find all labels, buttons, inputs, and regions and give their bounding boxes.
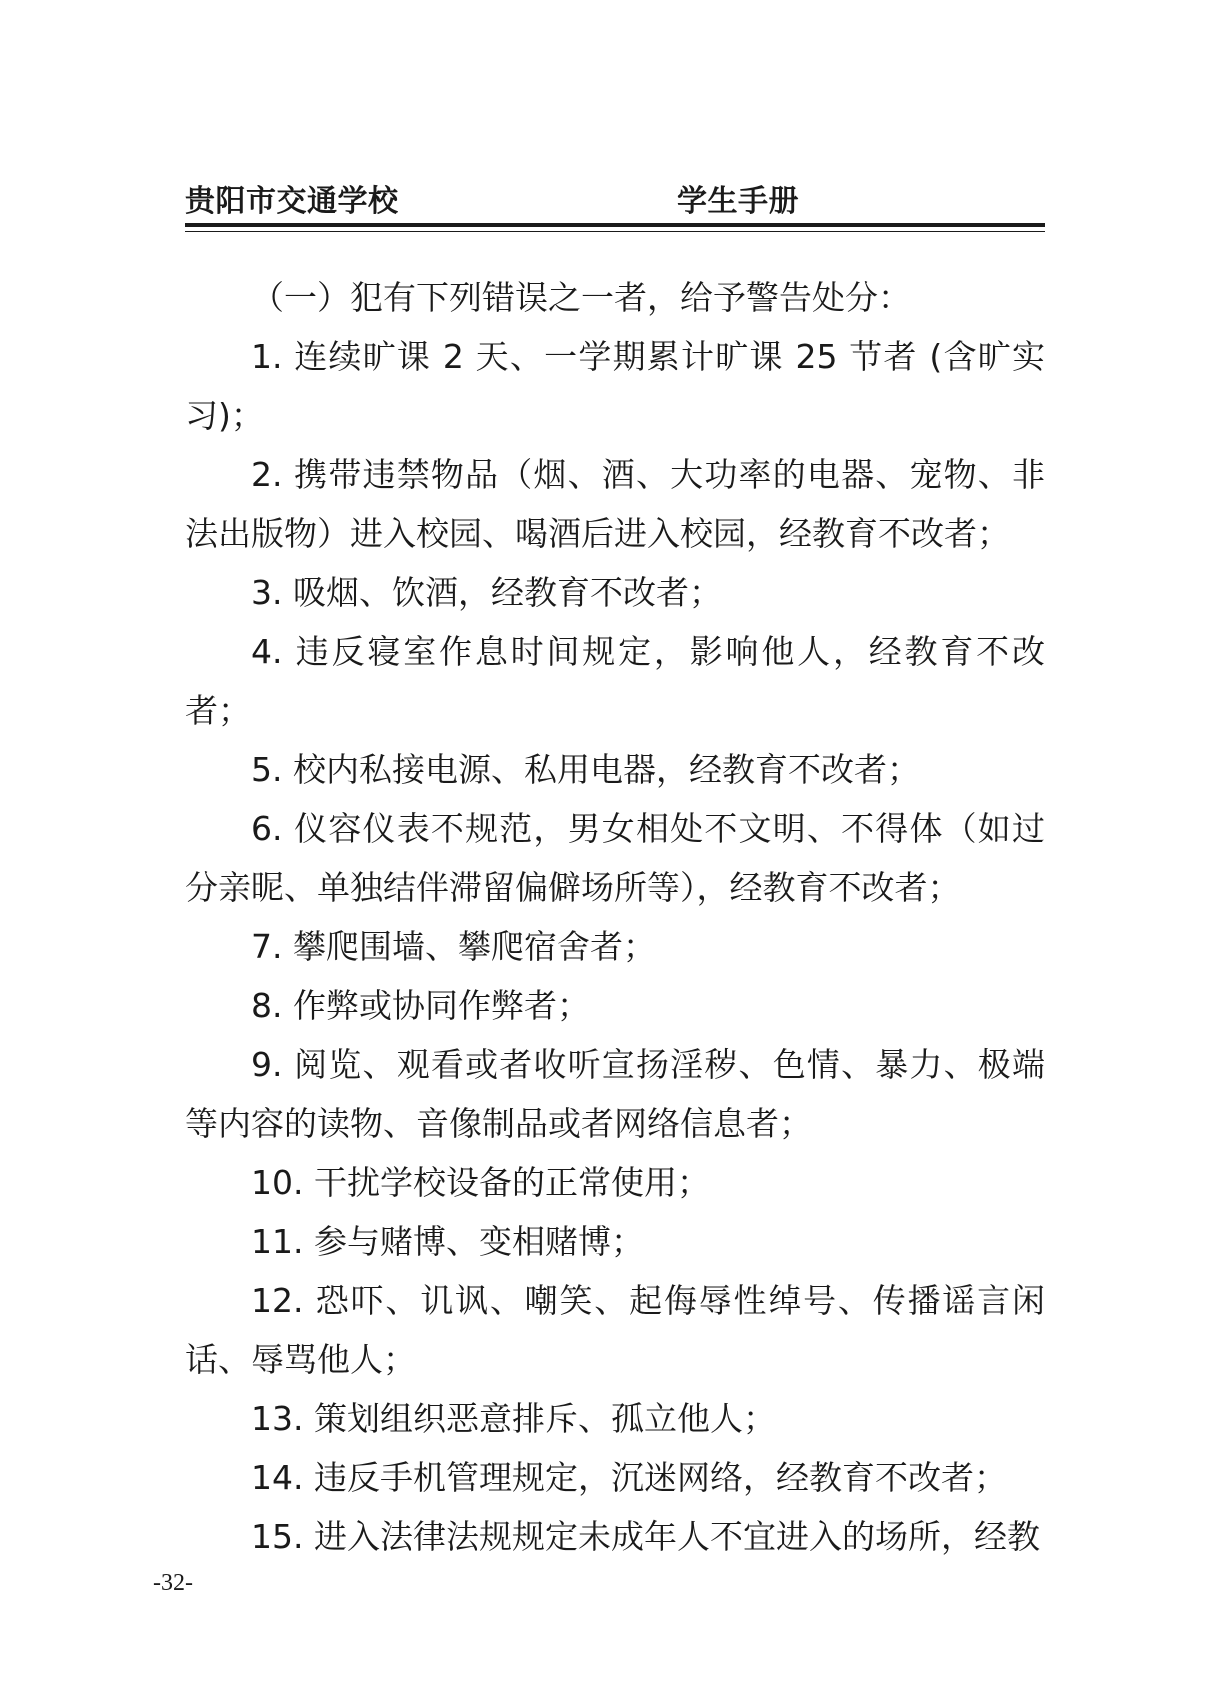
header-school-name: 贵阳市交通学校	[185, 184, 399, 219]
list-item: 6. 仪容仪表不规范，男女相处不文明、不得体（如过分亲昵、单独结伴滞留偏僻场所等），经教育不改者；	[185, 809, 1045, 907]
body-text	[185, 268, 1045, 1566]
list-item: 3. 吸烟、饮酒，经教育不改者；	[251, 573, 722, 612]
list-item: 11. 参与赌博、变相赌博；	[251, 1222, 644, 1261]
list-item: 13. 策划组织恶意排斥、孤立他人；	[251, 1399, 776, 1438]
list-item: 12. 恐吓、讥讽、嘲笑、起侮辱性绰号、传播谣言闲话、辱骂他人；	[185, 1281, 1045, 1379]
header-rule-thick	[185, 223, 1045, 227]
list-item: 7. 攀爬围墙、攀爬宿舍者；	[251, 927, 656, 966]
page-header	[185, 174, 1045, 222]
list-item: 2. 携带违禁物品（烟、酒、大功率的电器、宠物、非法出版物）进入校园、喝酒后进入校园，经教育不改者；	[185, 455, 1045, 553]
list-item: 14. 违反手机管理规定，沉迷网络，经教育不改者；	[251, 1458, 1007, 1497]
list-item: 4. 违反寝室作息时间规定，影响他人，经教育不改者；	[185, 632, 1045, 730]
list-item: 15. 进入法律法规规定未成年人不宜进入的场所，经教	[251, 1517, 1040, 1556]
list-item: 1. 连续旷课 2 天、一学期累计旷课 25 节者 (含旷实习)；	[185, 337, 1045, 435]
list-item: 8. 作弊或协同作弊者；	[251, 986, 590, 1025]
header-document-title: 学生手册	[677, 184, 799, 219]
list-item: 10. 干扰学校设备的正常使用；	[251, 1163, 710, 1202]
page-number: -32-	[153, 1570, 193, 1596]
list-item: 5. 校内私接电源、私用电器，经教育不改者；	[251, 750, 920, 789]
header-rule-thin	[185, 231, 1045, 232]
section-heading: （一）犯有下列错误之一者，给予警告处分：	[251, 278, 911, 317]
list-item: 9. 阅览、观看或者收听宣扬淫秽、色情、暴力、极端等内容的读物、音像制品或者网络信息者；	[185, 1045, 1045, 1143]
